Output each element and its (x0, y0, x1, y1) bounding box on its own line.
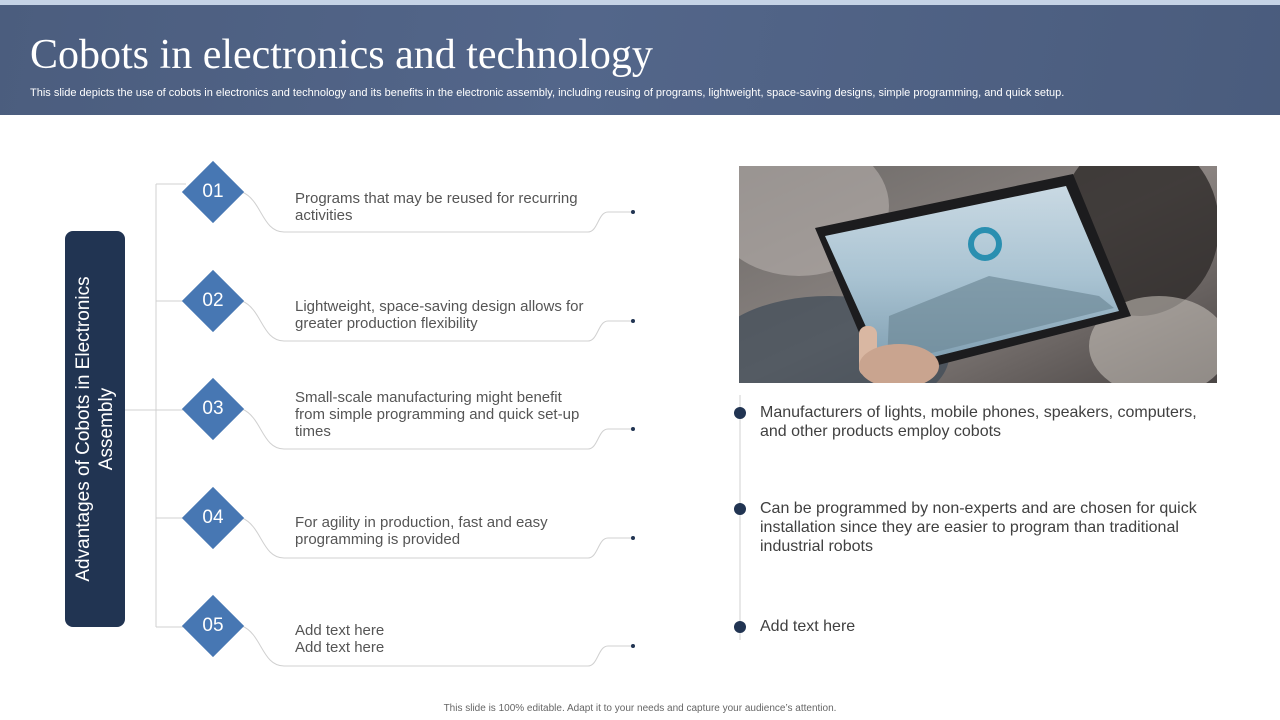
footer-note: This slide is 100% editable. Adapt it to your needs and capture your audience’s attention. (443, 703, 837, 714)
item-3-text: Small-scale manufacturing might benefit from simple programming and quick set-up times (295, 389, 580, 440)
item-1-text: Programs that may be reused for recurring activities (295, 190, 578, 224)
bullet-3-text: Add text here (760, 618, 856, 635)
page-title: Cobots in electronics and technology (30, 32, 653, 78)
bullet-2-dot (734, 503, 746, 515)
bullet-1-dot (734, 407, 746, 419)
item-5-text: Add text here Add text here (295, 622, 385, 656)
tablet-photo-image (739, 166, 1217, 383)
side-panel-label: Advantages of Cobots in Electronics Assembly (73, 276, 117, 582)
bullet-2-text: Can be programmed by non-experts and are chosen for quick installation since they are easier to program than traditional industrial robots (760, 500, 1197, 555)
item-2-number: 02 (202, 290, 224, 311)
item-2-text: Lightweight, space-saving design allows for greater production flexibility (295, 298, 584, 332)
item-5-number: 05 (202, 615, 224, 636)
bullet-3-dot (734, 621, 746, 633)
bullet-1-text: Manufacturers of lights, mobile phones, speakers, computers, and other products employ cobots (760, 404, 1197, 440)
item-4-text: For agility in production, fast and easy programming is provided (295, 514, 548, 548)
tablet-photo (739, 166, 1217, 383)
page-subtitle: This slide depicts the use of cobots in electronics and technology and its benefits in the electronic assembly, including reusing of programs, lightweight, space-saving designs, simple programming, and quick setup. (30, 87, 1065, 99)
item-3-number: 03 (202, 398, 224, 419)
item-1-number: 01 (202, 181, 224, 202)
item-4-number: 04 (202, 507, 224, 528)
